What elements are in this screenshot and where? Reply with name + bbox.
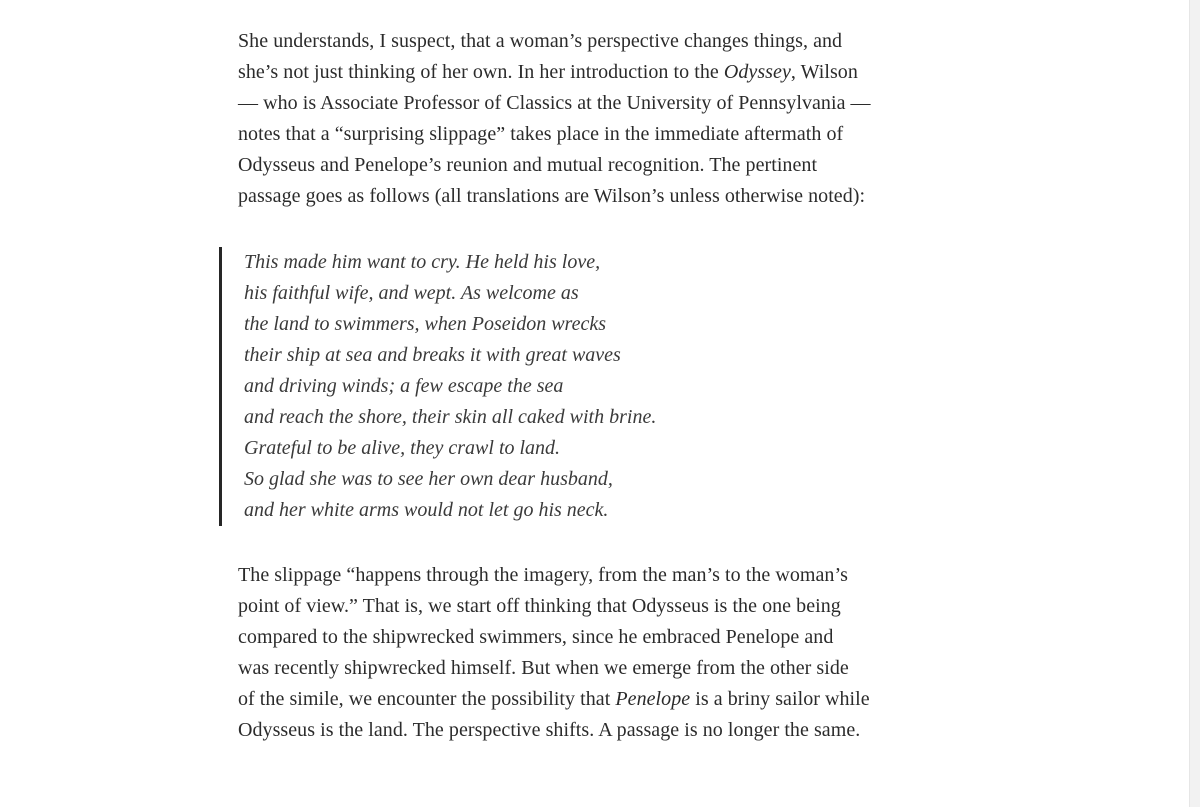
odyssey-title: Odyssey bbox=[723, 61, 791, 83]
intro-line-1: She understands, I suspect, that a woman’s perspective changes things, and bbox=[238, 30, 843, 52]
verse-line: the land to swimmers, when Poseidon wrecks bbox=[244, 313, 607, 335]
intro-line-3: — who is Associate Professor of Classics at the University of Pennsylvania — bbox=[238, 92, 871, 114]
verse-line: This made him want to cry. He held his love, bbox=[244, 251, 601, 273]
intro-line-6: passage goes as follows (all translations are Wilson’s unless otherwise noted): bbox=[238, 185, 866, 207]
intro-paragraph bbox=[238, 26, 918, 212]
analysis-line-5-post: is a briny sailor while bbox=[690, 688, 870, 710]
verse-line: Grateful to be alive, they crawl to land. bbox=[244, 437, 561, 459]
intro-line-2-pre: she’s not just thinking of her own. In her introduction to the bbox=[238, 61, 724, 83]
intro-line-2 bbox=[238, 57, 918, 88]
verse-line: and reach the shore, their skin all caked with brine. bbox=[244, 406, 657, 428]
analysis-line-1: The slippage “happens through the imagery, from the man’s to the woman’s bbox=[238, 564, 848, 586]
verse-line: and driving winds; a few escape the sea bbox=[244, 375, 564, 397]
verse-line: and her white arms would not let go his neck. bbox=[244, 499, 609, 521]
page-scrollbar[interactable] bbox=[1189, 0, 1200, 807]
verse-line: his faithful wife, and wept. As welcome as bbox=[244, 282, 579, 304]
analysis-line-3: compared to the shipwrecked swimmers, since he embraced Penelope and bbox=[238, 626, 834, 648]
analysis-paragraph bbox=[238, 560, 918, 746]
analysis-line-4: was recently shipwrecked himself. But when we emerge from the other side bbox=[238, 657, 849, 679]
article-body bbox=[238, 26, 918, 746]
verse-blockquote bbox=[219, 247, 918, 526]
verse-line: So glad she was to see her own dear husband, bbox=[244, 468, 613, 490]
analysis-line-5-pre: of the simile, we encounter the possibility that bbox=[238, 688, 616, 710]
verse-line: their ship at sea and breaks it with great waves bbox=[244, 344, 621, 366]
analysis-line-5 bbox=[238, 684, 918, 715]
penelope-emphasis: Penelope bbox=[615, 688, 691, 710]
analysis-line-2: point of view.” That is, we start off thinking that Odysseus is the one being bbox=[238, 595, 841, 617]
intro-line-4: notes that a “surprising slippage” takes place in the immediate aftermath of bbox=[238, 123, 844, 145]
intro-line-5: Odysseus and Penelope’s reunion and mutual recognition. The pertinent bbox=[238, 154, 818, 176]
analysis-line-6: Odysseus is the land. The perspective shifts. A passage is no longer the same. bbox=[238, 719, 861, 741]
intro-line-2-post: , Wilson bbox=[790, 61, 858, 83]
